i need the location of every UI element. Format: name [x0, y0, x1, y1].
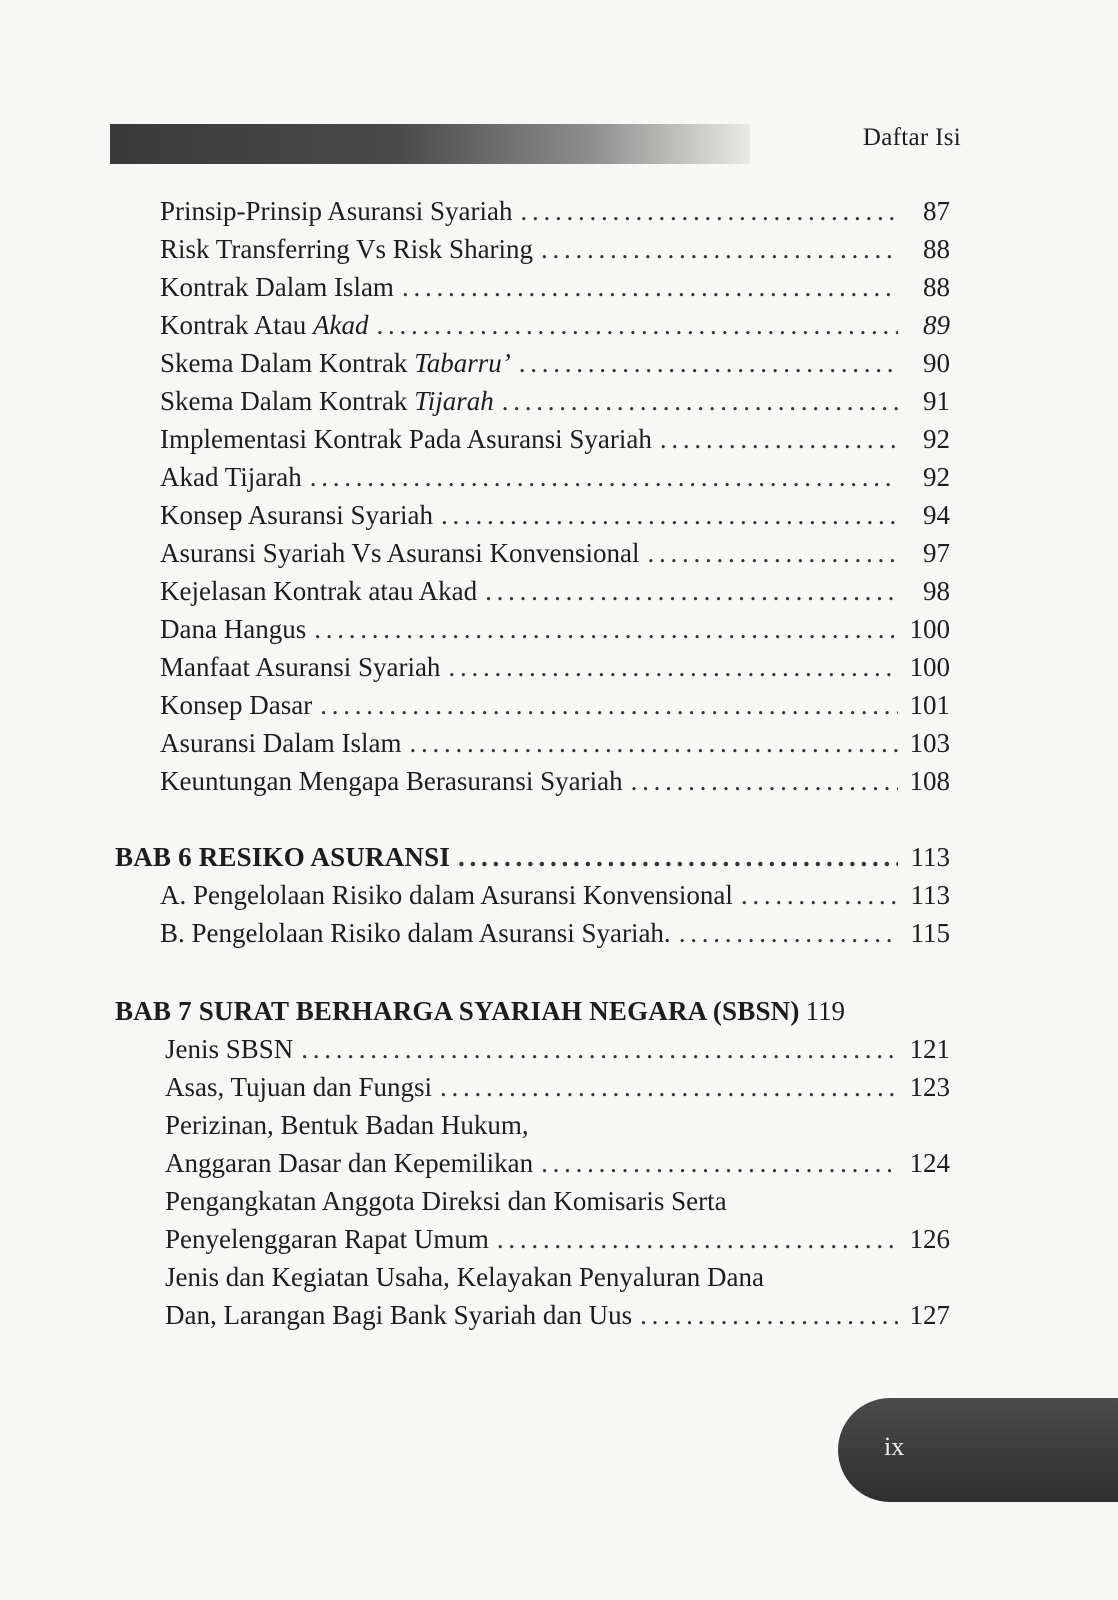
running-header-title: Daftar Isi — [862, 124, 961, 151]
dot-leader — [541, 230, 898, 268]
page-number: ix — [884, 1432, 905, 1461]
toc-entry-page: 94 — [923, 500, 950, 530]
toc-entry-title: Prinsip-Prinsip Asuransi Syariah — [160, 196, 513, 226]
dot-leader — [741, 876, 898, 914]
dot-leader — [448, 648, 898, 686]
toc-entry[interactable] — [160, 876, 950, 914]
chapter-title: BAB 6 RESIKO ASURANSI — [115, 842, 451, 872]
toc-entry[interactable] — [165, 1030, 950, 1068]
dot-leader — [541, 1144, 898, 1182]
toc-entry-first-line: Jenis dan Kegiatan Usaha, Kelayakan Penyaluran Dana — [165, 1262, 765, 1292]
toc-entry[interactable] — [165, 1144, 950, 1182]
dot-leader — [502, 382, 898, 420]
toc-entry-page: 100 — [909, 614, 950, 644]
toc-entry-page: 127 — [909, 1300, 950, 1330]
dot-leader — [521, 192, 898, 230]
toc-entry[interactable] — [160, 458, 950, 496]
toc-entry-title: Akad Tijarah — [160, 462, 302, 492]
toc-entry-page: 100 — [909, 652, 950, 682]
toc-entry-first-line: Pengangkatan Anggota Direksi dan Komisaris Serta — [165, 1186, 727, 1216]
toc-entry-page: 123 — [909, 1072, 950, 1102]
toc-entry-title: Jenis SBSN — [165, 1034, 294, 1064]
toc-entry-title: Asuransi Dalam Islam — [160, 728, 402, 758]
toc-entry[interactable] — [160, 420, 950, 458]
toc-entry[interactable] — [160, 306, 950, 344]
dot-leader — [497, 1220, 898, 1258]
toc-entry[interactable] — [160, 724, 950, 762]
toc-entry-title-italic: Tabarru’ — [414, 348, 511, 378]
toc-entry[interactable] — [160, 610, 950, 648]
toc-entry[interactable] — [160, 268, 950, 306]
chapter-title: BAB 7 SURAT BERHARGA SYARIAH NEGARA (SBSN) — [115, 996, 800, 1026]
toc-entry[interactable] — [165, 1220, 950, 1258]
dot-leader — [640, 1296, 898, 1334]
dot-leader — [409, 724, 898, 762]
toc-entry-page: 113 — [910, 880, 950, 910]
toc-entry-title: Risk Transferring Vs Risk Sharing — [160, 234, 534, 264]
dot-leader — [660, 420, 898, 458]
dot-leader — [440, 1068, 898, 1106]
toc-entry-title — [160, 382, 494, 420]
toc-entry-title: B. Pengelolaan Risiko dalam Asuransi Syariah. — [160, 918, 671, 948]
toc-entry-page: 103 — [909, 728, 950, 758]
toc-entry-title: Implementasi Kontrak Pada Asuransi Syariah — [160, 424, 652, 454]
toc-entry[interactable] — [160, 192, 950, 230]
header-gradient-bar — [110, 124, 750, 164]
toc-entry-title: Penyelenggaran Rapat Umum — [165, 1224, 489, 1254]
toc-entry[interactable] — [160, 762, 950, 800]
dot-leader — [314, 610, 898, 648]
toc-entry-page: 88 — [923, 272, 950, 302]
toc-entry-title: Keuntungan Mengapa Berasuransi Syariah — [160, 766, 623, 796]
toc-entry[interactable] — [160, 648, 950, 686]
toc-entry-page: 88 — [923, 234, 950, 264]
toc-entry-page: 90 — [923, 348, 950, 378]
toc-entry-page: 108 — [909, 766, 950, 796]
toc-entry-title-italic: Tijarah — [414, 386, 494, 416]
chapter-page: 119 — [805, 996, 846, 1026]
toc-entry-title: Konsep Dasar — [160, 690, 313, 720]
toc-entry-page: 92 — [923, 424, 950, 454]
toc-entry-title: Manfaat Asuransi Syariah — [160, 652, 441, 682]
toc-entry-title — [160, 344, 511, 382]
toc-entry-title: Asuransi Syariah Vs Asuransi Konvensional — [160, 538, 640, 568]
dot-leader — [320, 686, 898, 724]
toc-entry-page: 101 — [909, 690, 950, 720]
toc-entry-title-plain: Kontrak Atau — [160, 310, 313, 340]
toc-entry-title: A. Pengelolaan Risiko dalam Asuransi Konvensional — [160, 880, 733, 910]
toc-entry-title: Dan, Larangan Bagi Bank Syariah dan Uus — [165, 1300, 633, 1330]
toc-entry-title: Anggaran Dasar dan Kepemilikan — [165, 1148, 534, 1178]
toc-entry[interactable] — [160, 382, 950, 420]
toc-entry-title-plain: Skema Dalam Kontrak — [160, 348, 415, 378]
dot-leader — [301, 1030, 898, 1068]
toc-entry-title — [160, 306, 368, 344]
dot-leader — [631, 762, 898, 800]
dot-leader — [458, 838, 898, 876]
toc-entry-title-italic: Akad — [312, 310, 369, 340]
dot-leader — [402, 268, 898, 306]
toc-entry-page: 91 — [923, 386, 950, 416]
toc-entry-title: Dana Hangus — [160, 614, 307, 644]
toc-entry-title: Kontrak Dalam Islam — [160, 272, 394, 302]
toc-entry[interactable] — [160, 914, 950, 952]
toc-entry-first-line: Perizinan, Bentuk Badan Hukum, — [165, 1110, 529, 1140]
toc-entry-page: 89 — [923, 310, 950, 340]
dot-leader — [485, 572, 898, 610]
toc-entry[interactable] — [165, 1296, 950, 1334]
toc-entry[interactable] — [160, 686, 950, 724]
page-number-tab — [838, 1398, 1118, 1502]
toc-entry-title: Konsep Asuransi Syariah — [160, 500, 433, 530]
toc-entry-title: Asas, Tujuan dan Fungsi — [165, 1072, 433, 1102]
toc-entry-title: Kejelasan Kontrak atau Akad — [160, 576, 478, 606]
toc-entry[interactable] — [160, 572, 950, 610]
toc-entry-page: 121 — [909, 1034, 950, 1064]
toc-entry-page: 98 — [923, 576, 950, 606]
dot-leader — [647, 534, 898, 572]
toc-entry-page: 126 — [909, 1224, 950, 1254]
toc-entry[interactable] — [165, 1068, 950, 1106]
dot-leader — [519, 344, 898, 382]
toc-entry-page: 124 — [909, 1148, 950, 1178]
toc-entry[interactable] — [160, 496, 950, 534]
dot-leader — [441, 496, 898, 534]
toc-entry-page: 115 — [910, 918, 950, 948]
toc-entry-page: 87 — [923, 196, 950, 226]
toc-chapter-bab-7[interactable] — [115, 992, 950, 1030]
toc-entry[interactable] — [160, 230, 950, 268]
dot-leader — [376, 306, 898, 344]
toc-chapter-bab-6[interactable] — [115, 838, 950, 876]
toc-entry-page: 92 — [923, 462, 950, 492]
dot-leader — [679, 914, 898, 952]
toc-entry[interactable] — [160, 534, 950, 572]
toc-entry-title-plain: Skema Dalam Kontrak — [160, 386, 415, 416]
chapter-page: 113 — [910, 842, 950, 872]
toc-entry[interactable] — [160, 344, 950, 382]
toc-entry-page: 97 — [923, 538, 950, 568]
dot-leader — [310, 458, 898, 496]
